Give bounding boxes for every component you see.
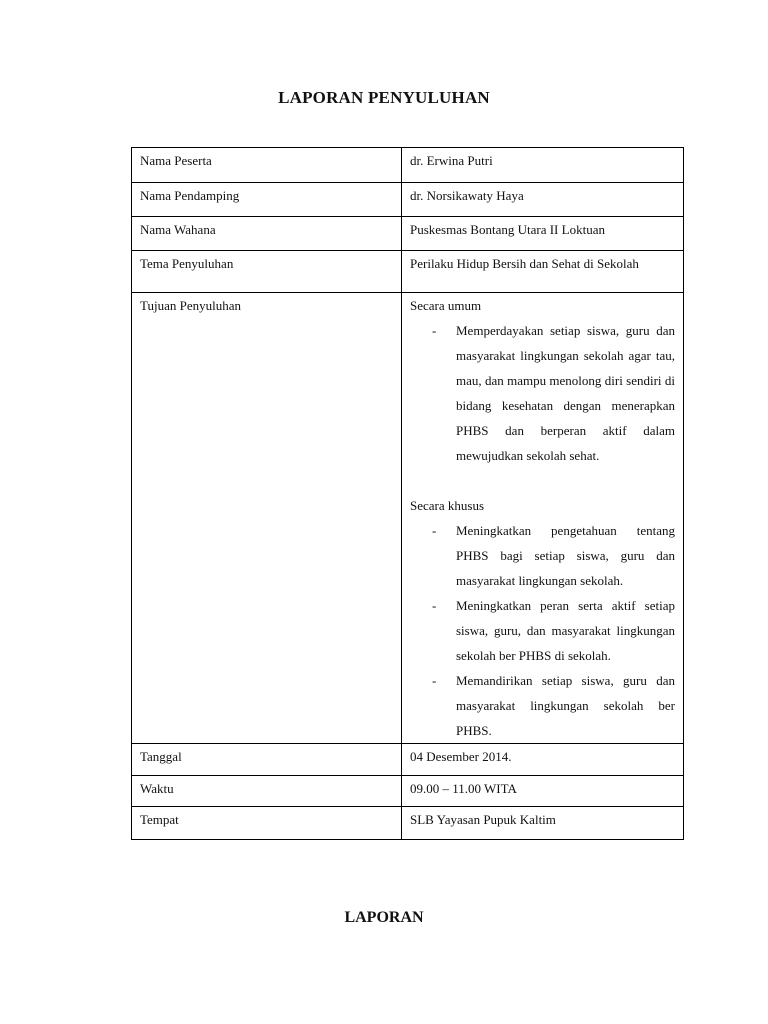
list-item: - Meningkatkan pengetahuan tentang PHBS bagi setiap siswa, guru dan masyarakat lingkungan sekolah.	[410, 518, 675, 593]
row-value: Puskesmas Bontang Utara II Loktuan	[402, 217, 684, 251]
row-value: 09.00 – 11.00 WITA	[402, 776, 684, 807]
row-value: SLB Yayasan Pupuk Kaltim	[402, 807, 684, 840]
row-label: Tanggal	[132, 744, 402, 776]
row-label: Tema Penyuluhan	[132, 251, 402, 293]
list-khusus	[410, 518, 675, 743]
row-value	[402, 293, 684, 744]
row-value: 04 Desember 2014.	[402, 744, 684, 776]
table-row	[132, 183, 684, 217]
table-row	[132, 251, 684, 293]
section-heading-umum: Secara umum	[410, 298, 482, 313]
list-item: - Memperdayakan setiap siswa, guru dan masyarakat lingkungan sekolah agar tau, mau, dan mampu menolong diri sendiri di bidang kesehatan dengan menerapkan PHBS dan berperan aktif dalam mewujudkan sekolah sehat.	[410, 318, 675, 468]
report-table	[131, 147, 684, 840]
table-row	[132, 744, 684, 776]
table-row	[132, 776, 684, 807]
list-umum	[410, 318, 675, 468]
list-item: - Memandirikan setiap siswa, guru dan masyarakat lingkungan sekolah ber PHBS.	[410, 668, 675, 743]
table-row	[132, 148, 684, 183]
row-value: Perilaku Hidup Bersih dan Sehat di Sekolah	[402, 251, 684, 293]
row-label: Tujuan Penyuluhan	[132, 293, 402, 744]
row-value: dr. Erwina Putri	[402, 148, 684, 183]
table-row	[132, 293, 684, 744]
section-heading-khusus: Secara khusus	[410, 498, 485, 513]
section-heading: LAPORAN	[344, 909, 424, 926]
row-label: Nama Peserta	[132, 148, 402, 183]
table-row	[132, 217, 684, 251]
row-value: dr. Norsikawaty Haya	[402, 183, 684, 217]
list-item: - Meningkatkan peran serta aktif setiap siswa, guru, dan masyarakat lingkungan sekolah ber PHBS di sekolah.	[410, 593, 675, 668]
row-label: Tempat	[132, 807, 402, 840]
row-label: Waktu	[132, 776, 402, 807]
row-label: Nama Wahana	[132, 217, 402, 251]
page-title: LAPORAN PENYULUHAN	[278, 88, 490, 107]
row-label: Nama Pendamping	[132, 183, 402, 217]
table-row	[132, 807, 684, 840]
